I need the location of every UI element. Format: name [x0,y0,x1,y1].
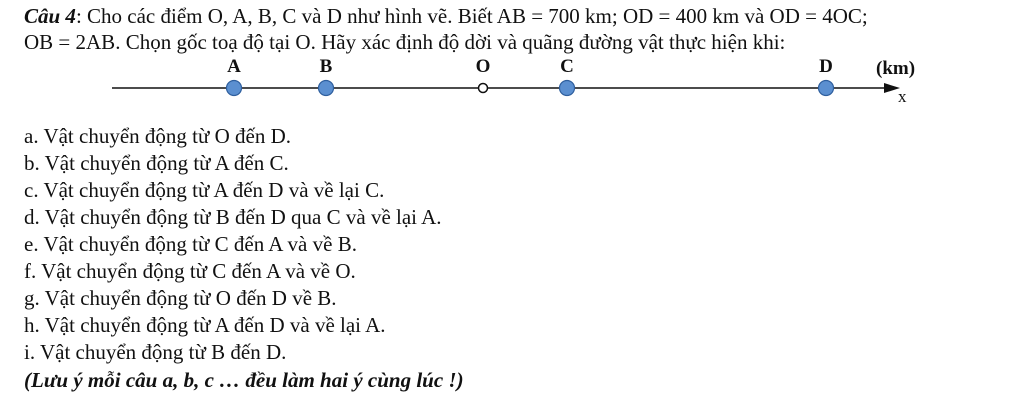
question-label-colon: : [75,4,82,28]
item-g: g. Vật chuyển động từ O đến D về B. [24,286,337,310]
item-i: i. Vật chuyển động từ B đến D. [24,340,287,364]
item-a: a. Vật chuyển động từ O đến D. [24,124,292,148]
axis-name-label: x [898,87,907,106]
note: (Lưu ý mỗi câu a, b, c … đều làm hai ý cùng lúc !) [24,368,464,392]
item-f: f. Vật chuyển động từ C đến A và về O. [24,259,356,283]
item-h: h. Vật chuyển động từ A đến D và về lại A. [24,313,386,337]
point-label-o: O [475,56,491,77]
point-marker-a [227,81,242,96]
point-marker-o [479,84,488,93]
item-e: e. Vật chuyển động từ C đến A và về B. [24,232,357,256]
item-c: c. Vật chuyển động từ A đến D và về lại C. [24,178,385,202]
point-marker-d [819,81,834,96]
question-line-2: OB = 2AB. Chọn gốc toạ độ tại O. Hãy xác định độ dời và quãng đường vật thực hiện khi: [24,30,786,54]
question-text-line-1: Cho các điểm O, A, B, C và D như hình vẽ. Biết AB = 700 km; OD = 400 km và OD = 4OC; [81,4,868,28]
item-d: d. Vật chuyển động từ B đến D qua C và về lại A. [24,205,442,229]
point-marker-c [560,81,575,96]
point-marker-b [319,81,334,96]
point-label-a: A [227,56,241,77]
item-b: b. Vật chuyển động từ A đến C. [24,151,289,175]
point-label-d: D [819,56,833,77]
axis-unit-label: (km) [876,58,916,79]
point-label-b: B [319,56,333,77]
point-label-c: C [560,56,574,77]
question-label: Câu 4 [24,4,76,28]
number-line-diagram [0,0,1024,120]
